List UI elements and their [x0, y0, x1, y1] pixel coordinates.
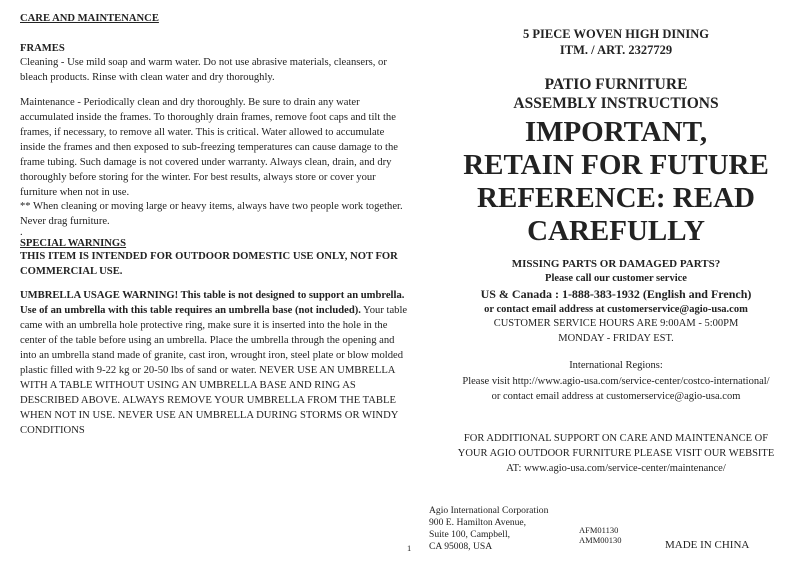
- special-warnings-heading: SPECIAL WARNINGS: [20, 238, 127, 249]
- address-line-4: CA 95008, USA: [429, 541, 493, 552]
- cleaning-paragraph: Cleaning - Use mild soap and warm water. Do not use abrasive materials, cleansers, or bleach products. Rinse with clean water and dry thoroughly.: [20, 57, 387, 83]
- code-1: AFM01130: [579, 525, 619, 535]
- important-line-3: REFERENCE: READ: [477, 182, 755, 214]
- hours-line-2: MONDAY - FRIDAY EST.: [558, 333, 674, 344]
- address-line-3: Suite 100, Campbell,: [429, 529, 511, 540]
- call-service: Please call our customer service: [545, 273, 687, 284]
- item-number: ITM. / ART. 2327729: [559, 43, 673, 57]
- support-line-1: FOR ADDITIONAL SUPPORT ON CARE AND MAINTENANCE OF: [463, 433, 769, 444]
- umbrella-warning-text: Your table came with an umbrella hole protective ring, make sure it is inserted into the hole in the center of the table before using an umbrella. Place the umbrella through the opening and into an umbrella stand made of granite, cast iron, wrought iron, steel plate or blow molded plastic filled with 9-22 kg or 20-50 lbs of sand or water. NEVER USE AN UMBRELLA WITH A TABLE WITHOUT USING AN UMBRELLA BASE AND RING AS DESCRIBED ABOVE. ALWAYS REMOVE YOUR UMBRELLA FROM THE TABLE WHEN NOT IN USE. NEVER USE AN UMBRELLA DURING STORMS OR WINDY CONDITIONS: [20, 305, 408, 436]
- product-codes: [579, 525, 622, 545]
- product-title: 5 PIECE WOVEN HIGH DINING: [523, 27, 709, 41]
- intl-email: or contact email address at customerservice@agio-usa.com: [491, 391, 741, 402]
- maintenance-paragraph: Maintenance - Periodically clean and dry thoroughly. Be sure to drain any water accumulated inside the frames. To thoroughly drain frames, remove foot caps and tilt the frames, if necessary, to remove all water. This is critical. Water allowed to accumulate inside the frames and then exposed to sub-freezing temperatures can cause damage to the frame tubing. Such damage is not covered under warranty. Always clean, drain, and dry thoroughly before storing for the winter. For best results, always store or cover your furniture when not in use.: [20, 97, 398, 198]
- special-warnings-text: THIS ITEM IS INTENDED FOR OUTDOOR DOMESTIC USE ONLY, NOT FOR COMMERCIAL USE.: [20, 251, 398, 277]
- important-line-4: CAREFULLY: [527, 215, 705, 247]
- made-in-label: MADE IN CHINA: [665, 539, 750, 551]
- address-line-1: Agio International Corporation: [429, 505, 549, 516]
- email-contact: or contact email address at customerservice@agio-usa.com: [484, 304, 748, 315]
- code-2: AMM00130: [579, 535, 622, 545]
- hours-line-1: CUSTOMER SERVICE HOURS ARE 9:00AM - 5:00PM: [493, 318, 739, 329]
- missing-parts: MISSING PARTS OR DAMAGED PARTS?: [511, 258, 721, 270]
- dot-mark: .: [20, 227, 23, 238]
- important-line-2: RETAIN FOR FUTURE: [463, 149, 769, 181]
- address-line-2: 900 E. Hamilton Avenue,: [429, 517, 527, 528]
- umbrella-warning: [20, 288, 408, 438]
- handling-note: ** When cleaning or moving large or heavy items, always have two people work together. Never drag furniture.: [20, 201, 403, 227]
- frames-heading: FRAMES: [20, 43, 65, 54]
- care-heading: CARE AND MAINTENANCE: [20, 13, 159, 24]
- intl-visit: Please visit http://www.agio-usa.com/service-center/costco-international/: [462, 376, 770, 387]
- section-title-2: ASSEMBLY INSTRUCTIONS: [513, 95, 719, 112]
- page-number: 1: [407, 543, 412, 553]
- company-address: [429, 505, 579, 553]
- umbrella-warning-bold: UMBRELLA USAGE WARNING! This table is not designed to support an umbrella. Use of an umbrella with this table requires an umbrella base (not included).: [20, 290, 405, 316]
- important-line-1: IMPORTANT,: [524, 116, 708, 148]
- intl-heading: International Regions:: [569, 360, 663, 371]
- phone-number: US & Canada : 1-888-383-1932 (English and French): [480, 287, 752, 301]
- section-title-1: PATIO FURNITURE: [544, 76, 688, 93]
- support-line-2: YOUR AGIO OUTDOOR FURNITURE PLEASE VISIT OUR WEBSITE: [457, 448, 775, 459]
- support-line-3: AT: www.agio-usa.com/service-center/maintenance/: [506, 463, 726, 474]
